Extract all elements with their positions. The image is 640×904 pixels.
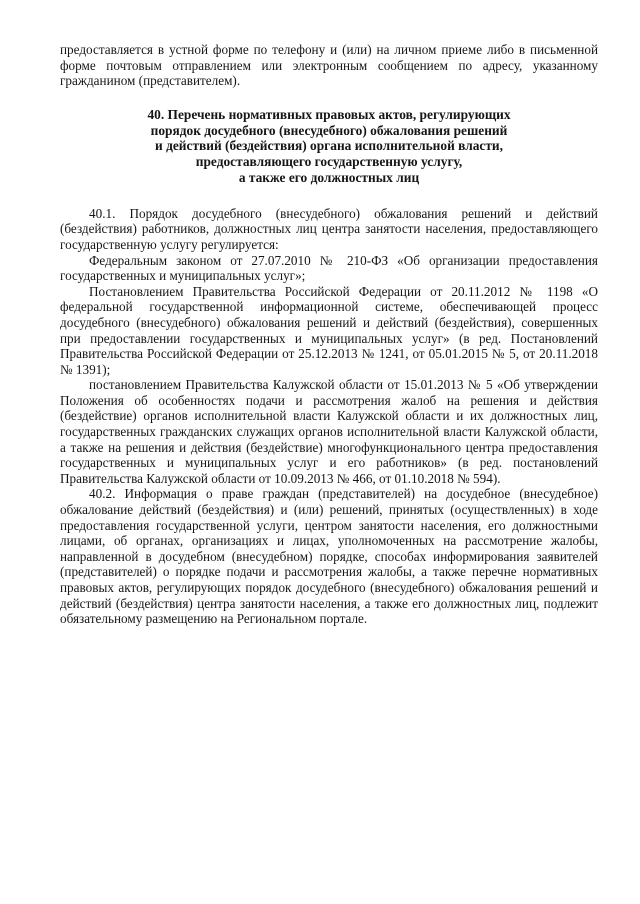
document-page bbox=[60, 42, 598, 627]
paragraph-government-resolution: Постановлением Правительства Российской Федерации от 20.11.2012 № 1198 «О федеральной государственной информационной системе, обеспечивающей процесс досудебного (внесудебного) обжалования решений и действий (бездействия), совершенных при предоставлении государственных и муниципальных услуг» (в ред. Постановлений Правительства Российской Федерации от 25.12.2013 № 1241, от 05.01.2015 № 5, от 20.11.2018 № 1391); bbox=[60, 283, 598, 377]
section-heading bbox=[60, 107, 598, 186]
heading-line: и действий (бездействия) органа исполнительной власти, bbox=[155, 138, 503, 154]
heading-line: а также его должностных лиц bbox=[238, 169, 420, 185]
paragraph-40-2: 40.2. Информация о праве граждан (представителей) на досудебное (внесудебное) обжалование действий (бездействия) и (или) решений, принятых (осуществленных) в ходе предоставления государственной услуги, центром занятости населения, его должностными лицами, об органах, организациях и лицах, уполномоченных на рассмотрение жалобы, направленной в досудебном (внесудебном) порядке, способах информирования заявителей (представителей) о порядке подачи и рассмотрения жалобы, а также перечне нормативных правовых актов, регулирующих порядок досудебного (внесудебного) обжалования решений и действий (бездействия) центра занятости населения, а также его должностных лиц, подлежит обязательному размещению на Региональном портале. bbox=[60, 486, 598, 627]
intro-paragraph: предоставляется в устной форме по телефону и (или) на личном приеме либо в письменной форме почтовым отправлением или электронным сообщением по адресу, указанному гражданином (представителем). bbox=[60, 42, 598, 89]
paragraph-kaluga-resolution: постановлением Правительства Калужской области от 15.01.2013 № 5 «Об утверждении Положения об особенностях подачи и рассмотрения жалоб на решения и действия (бездействие) органов исполнительной власти Калужской области и их должностных лиц, государственных гражданских служащих органов исполнительной власти Калужской области, а также на решения и действия (бездействие) многофункционального центра предоставления государственных и муниципальных услуг и его работников» (в ред. постановлений Правительства Калужской области от 10.09.2013 № 466, от 01.10.2018 № 594). bbox=[60, 377, 598, 486]
heading-line: предоставляющего государственную услугу, bbox=[195, 154, 463, 170]
paragraph-federal-law: Федеральным законом от 27.07.2010 № 210-ФЗ «Об организации предоставления государственных и муниципальных услуг»; bbox=[60, 252, 598, 284]
heading-line: порядок досудебного (внесудебного) обжалования решений bbox=[150, 122, 508, 138]
paragraph-40-1: 40.1. Порядок досудебного (внесудебного) обжалования решений и действий (бездействия) работников, должностных лиц центра занятости населения, предоставляющего государственную услугу регулируется: bbox=[60, 205, 598, 252]
heading-line: 40. Перечень нормативных правовых актов, регулирующих bbox=[147, 106, 511, 122]
